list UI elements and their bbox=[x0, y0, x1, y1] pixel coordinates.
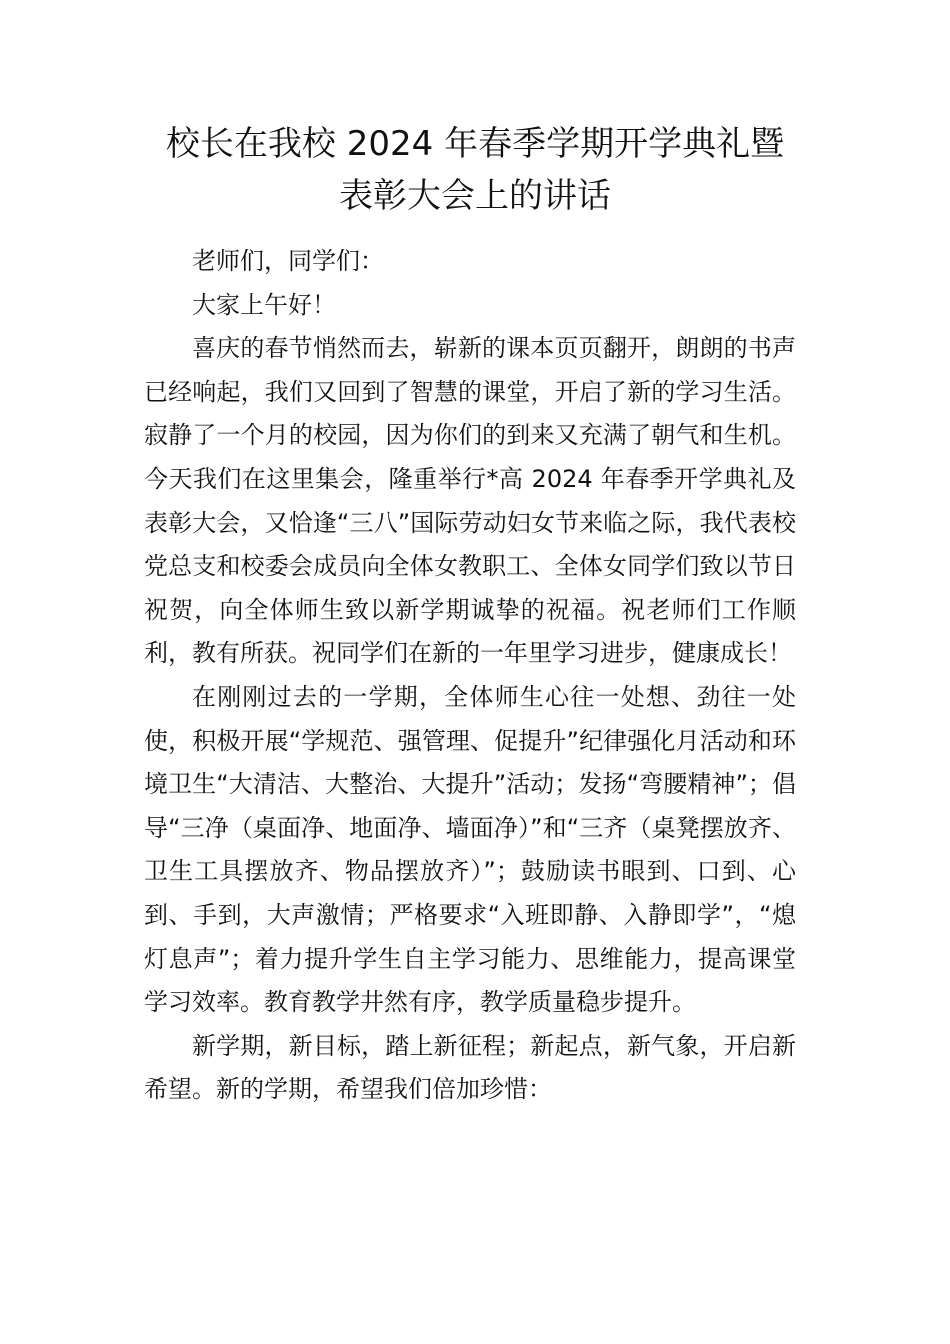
salutation-paragraph: 老师们，同学们： bbox=[192, 247, 384, 275]
body-paragraph: 新学期，新目标，踏上新征程；新起点，新气象，开启新希望。新的学期，希望我们倍加珍惜： bbox=[144, 1031, 796, 1104]
body-paragraph: 喜庆的春节悄然而去，崭新的课本页页翻开，朗朗的书声已经响起，我们又回到了智慧的课堂，开启了新的学习生活。寂静了一个月的校园，因为你们的到来又充满了朝气和生机。今天我们在这里集会，隆重举行*高 2024 年春季开学典礼及表彰大会，又恰逢“三八”国际劳动妇女节来临之际，我代表校党总支和校委会成员向全体女教职工、全体女同学们致以节日祝贺，向全体师生致以新学期诚挚的祝福。祝老师们工作顺利，教有所获。祝同学们在新的一年里学习进步，健康成长！ bbox=[144, 334, 796, 668]
document-title bbox=[110, 118, 840, 222]
greeting-paragraph: 大家上午好！ bbox=[192, 290, 336, 319]
title-line-1: 校长在我校 2024 年春季学期开学典礼暨 bbox=[165, 124, 785, 164]
title-line-2: 表彰大会上的讲话 bbox=[339, 176, 611, 216]
body-paragraph: 在刚刚过去的一学期，全体师生心往一处想、劲往一处使，积极开展“学规范、强管理、促提升”纪律强化月活动和环境卫生“大清洁、大整治、大提升”活动；发扬“弯腰精神”；倡导“三净（桌面净、地面净、墙面净）”和“三齐（桌凳摆放齐、卫生工具摆放齐、物品摆放齐）”；鼓励读书眼到、口到、心到、手到，大声激情；严格要求“入班即静、入静即学”，“熄灯息声”；着力提升学生自主学习能力、思维能力，提高课堂学习效率。教育教学井然有序，教学质量稳步提升。 bbox=[144, 682, 796, 1017]
document-body bbox=[144, 240, 796, 1112]
